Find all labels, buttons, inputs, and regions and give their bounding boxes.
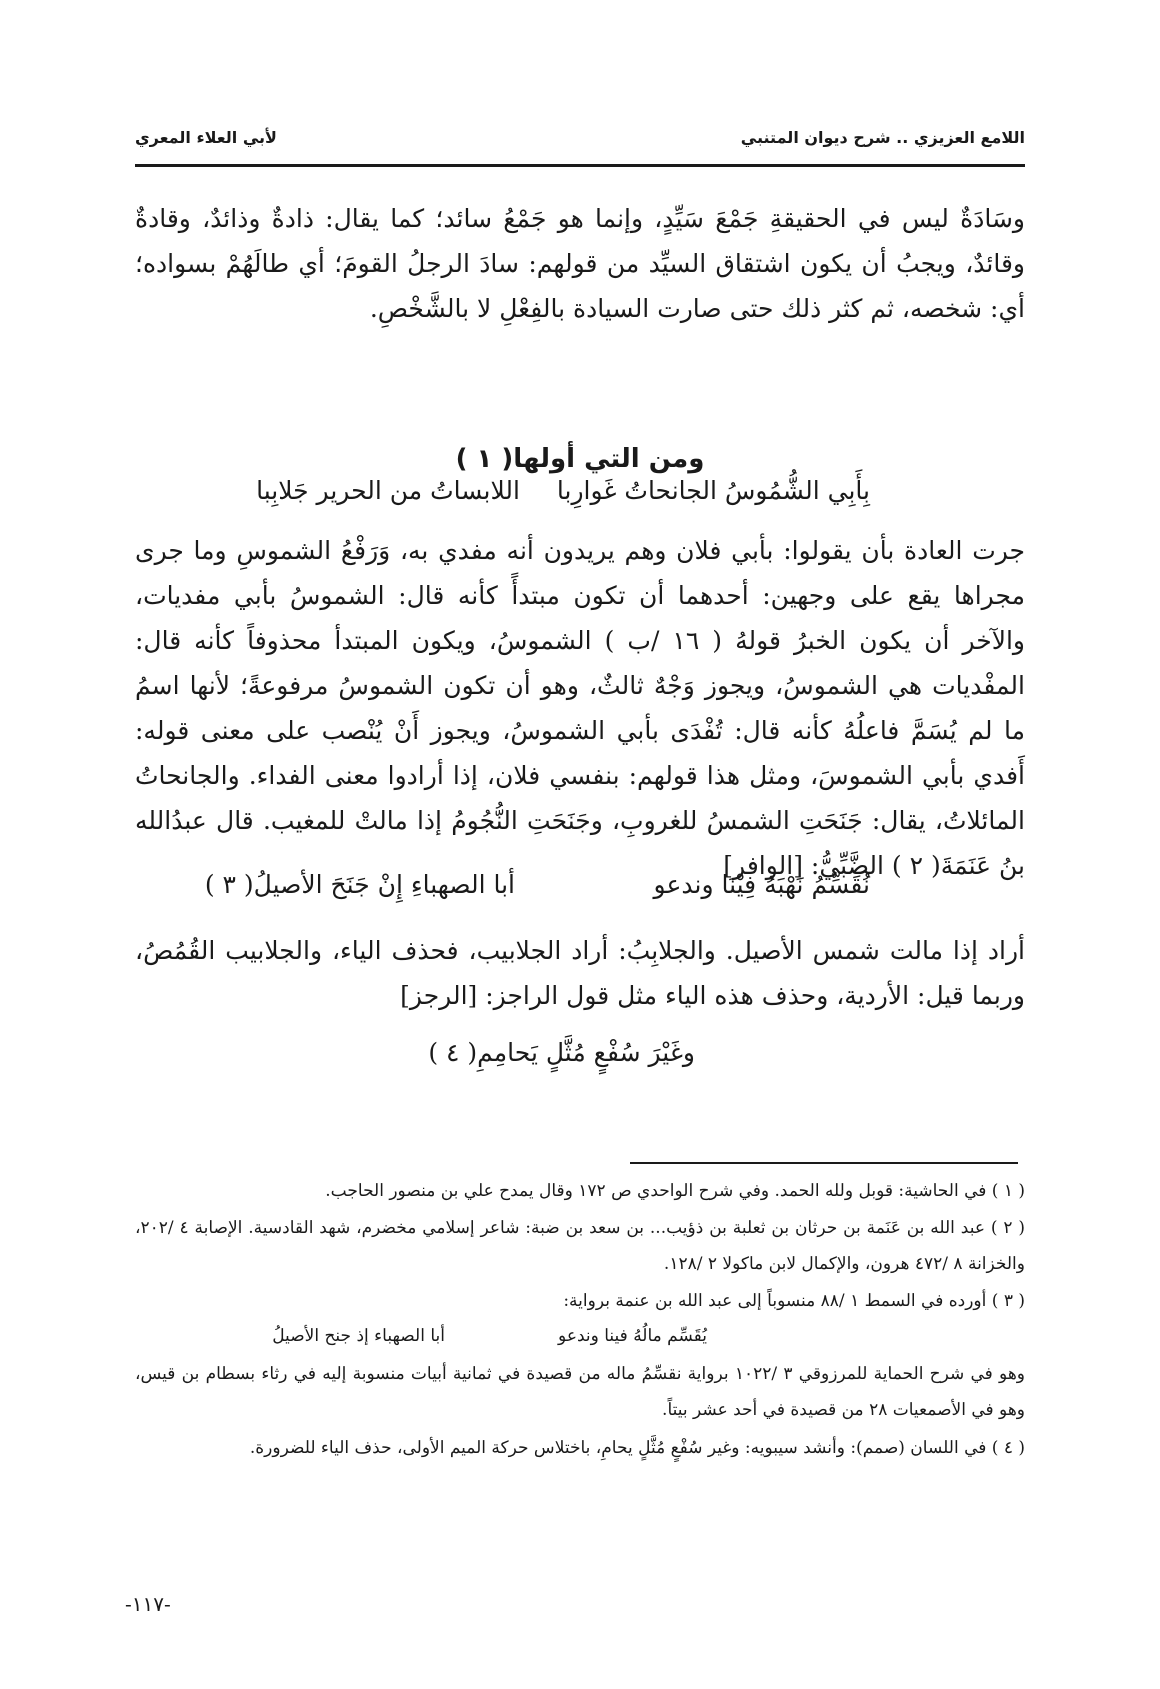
footnote-3-continuation: وهو في شرح الحماية للمرزوقي ٣ /١٠٢٢ برواية نقسِّمُ ماله من قصيدة في ثمانية أبيات منسوبة إليه في رثاء بسطام بن قيس، وهو في الأصمعيات ٢٨ من قصيدة في أحد عشر بيتاً. xyxy=(135,1364,1025,1420)
running-header xyxy=(135,122,1025,152)
after-paragraph: أراد إذا مالت شمس الأصيل. والجلابِبُ: أراد الجلابيب، فحذف الياء، والجلابيب القُمُصُ، وربما قيل: الأردية، وحذف هذه الياء مثل قول الراجز: [الرجز] xyxy=(135,936,1025,1010)
quote-verse-first-hemistich: نُقَسِّمُ نَهْبَهُ فِيْنَا وندعو xyxy=(653,870,870,899)
footnote-3-verse xyxy=(135,1326,1025,1356)
main-verse xyxy=(135,476,1025,516)
rajaz-verse xyxy=(135,1038,1025,1078)
footnote-divider xyxy=(630,1162,1018,1164)
footnote-1: ( ١ ) في الحاشية: قوبل ولله الحمد. وفي شرح الواحدي ص ١٧٢ وقال يمدح علي بن منصور الحاجب. xyxy=(325,1181,1025,1201)
footnote-3: ( ٣ ) أورده في السمط ١ /٨٨ منسوباً إلى عبد الله بن عنمة برواية: xyxy=(563,1291,1025,1311)
commentary-paragraph: جرت العادة بأن يقولوا: بأبي فلان وهم يريدون أنه مفدي به، وَرَفْعُ الشموسِ وما جرى مجراها يقع على وجهين: أحدهما أن تكون مبتدأً كأنه قال: الشموسُ بأبي مفديات، والآخر أن يكون الخبرُ قولهُ ( ١٦ /ب ) الشموسُ، ويكون المبتدأ محذوفاً كأنه قال: المفْديات هي الشموسُ، ويجوز وَجْهٌ ثالثٌ، وهو أن تكون الشموسُ مرفوعةً؛ لأنها اسمُ ما لم يُسَمَّ فاعلُهُ كأنه قال: تُفْدَى بأبي الشموسُ، ويجوز أَنْ يُنْصب على معنى قوله: أَفدي بأبي الشموسَ، ومثل هذا قولهم: بنفسي فلان، إذا أرادوا معنى الفداء. والجانحاتُ المائلاتُ، يقال: جَنَحَتِ الشمسُ للغروبِ، وجَنَحَتِ النُّجُومُ إذا مالتْ للمغيب. قال عبدُالله بنُ عَنَمَةَ( ٢ ) الضَّبِّيُّ: [الوافر] xyxy=(135,536,1026,880)
main-verse-second-hemistich: اللابساتُ من الحرير جَلابِبا xyxy=(256,476,520,505)
footnote-3-verse-second: أبا الصهباء إذ جنح الأصيلُ xyxy=(272,1326,445,1346)
rajaz-line: وغَيْرَ سُفْعٍ مُثَّلٍ يَحامِمِ( ٤ ) xyxy=(428,1038,695,1067)
header-divider xyxy=(135,164,1025,167)
footnote-4: ( ٤ ) في اللسان (صمم): وأنشد سيبويه: وغير سُفْعٍ مُثَّلٍ يحامِ، باختلاس حركة الميم الأولى، حذف الياء للضرورة. xyxy=(249,1438,1025,1458)
header-book-title: اللامع العزيزي .. شرح ديوان المتنبي xyxy=(740,127,1025,147)
main-verse-first-hemistich: بِأَبِي الشُّمُوسُ الجانحاتُ غَوارِبا xyxy=(556,476,870,505)
quote-verse xyxy=(135,870,1025,910)
footnote-2: ( ٢ ) عبد الله بن عَنَمة بن حرثان بن ثعلبة بن ذؤيب... بن سعد بن ضبة: شاعر إسلامي مخضرم، شهد القادسية. الإصابة ٤ /٢٠٢، والخزانة ٨ /٤٧٢ هرون، والإكمال لابن ماكولا ٢ /١٢٨. xyxy=(135,1218,1026,1274)
header-author: لأبي العلاء المعري xyxy=(135,127,277,147)
section-title: ومن التي أولها( ١ ) xyxy=(455,444,705,474)
intro-paragraph: وسَادَةٌ ليس في الحقيقةِ جَمْعَ سَيِّدٍ، وإنما هو جَمْعُ سائد؛ كما يقال: ذادةٌ وذائدٌ، وقادةٌ وقائدٌ، ويجبُ أن يكون اشتقاق السيِّد من قولهم: سادَ الرجلُ القومَ؛ أي طالَهُمْ بسواده؛ أي: شخصه، ثم كثر ذلك حتى صارت السيادة بالفِعْلِ لا بالشَّخْصِ. xyxy=(135,204,1025,323)
footnote-3-verse-first: يُقَسِّم مالُهُ فينا وندعو xyxy=(558,1326,707,1346)
page-number: -١١٧- xyxy=(125,1592,171,1616)
quote-verse-second-hemistich: أبا الصهباءِ إِنْ جَنَحَ الأصيلُ( ٣ ) xyxy=(204,870,515,899)
